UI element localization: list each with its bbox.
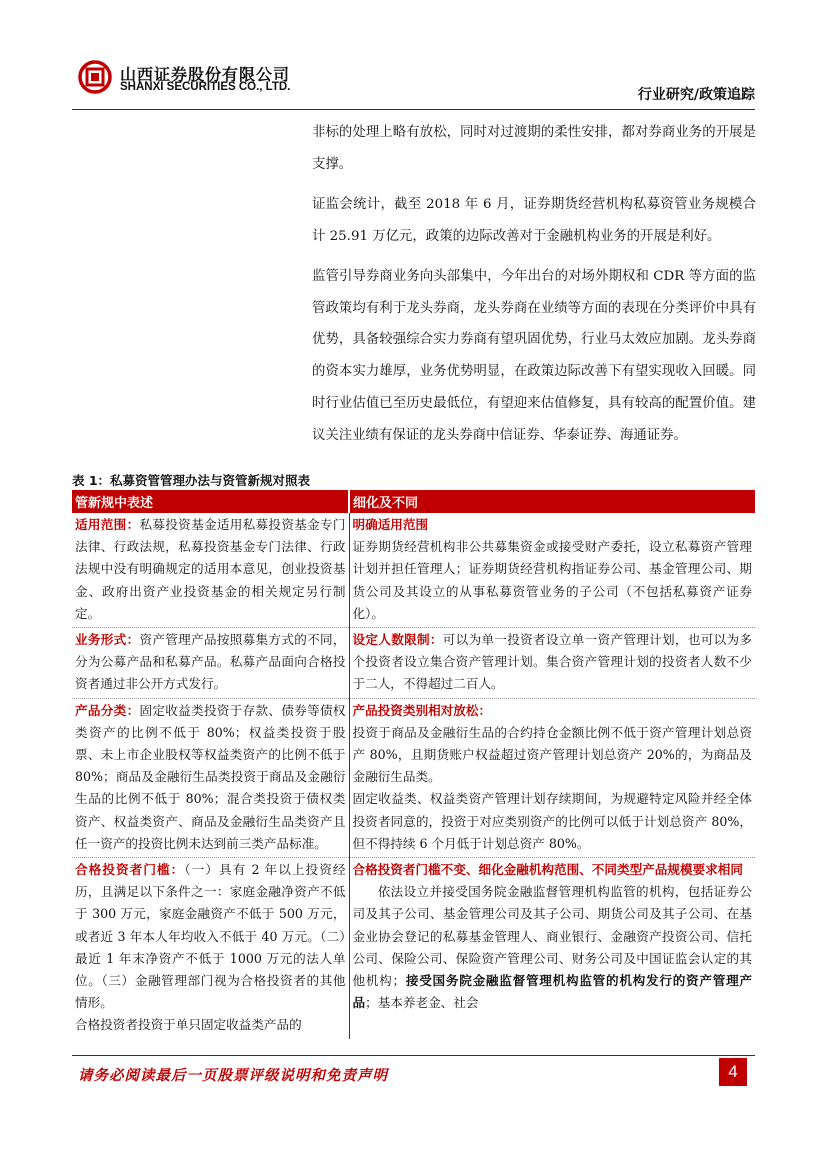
table-header-right: 细化及不同 bbox=[349, 490, 755, 513]
row-text: 固定收益类投资于存款、债券等债权类资产的比例不低于 80%；权益类投资于股票、未上市企业股权等权益类资产的比例不低于 80%；商品及金融衍生品类投资于商品及金融衍生品的比例不低于 80%；混合类投资于债权类资产、权益类资产、商品及金融衍生品类资产且任一资产的投资比例未达到前三类产品标准。 bbox=[75, 702, 346, 851]
table-cell-left bbox=[72, 628, 349, 699]
row-text-part: ；基本养老金、社会 bbox=[365, 995, 479, 1011]
page-number: 4 bbox=[719, 1058, 747, 1086]
table-caption: 表 1：私募资管管理办法与资管新规对照表 bbox=[72, 473, 311, 488]
table-header-row bbox=[72, 490, 755, 513]
row-label: 产品投资类别相对放松： bbox=[352, 702, 492, 718]
table-cell-right bbox=[349, 513, 755, 628]
table-cell-left bbox=[72, 698, 349, 857]
row-text: 合格投资者投资于单只固定收益类产品的 bbox=[75, 1017, 302, 1033]
table-row bbox=[72, 628, 755, 699]
report-section-label: 行业研究/政策追踪 bbox=[637, 87, 755, 103]
body-text bbox=[312, 117, 756, 460]
paragraph: 监管引导券商业务向头部集中，今年出台的对场外期权和 CDR 等方面的监管政策均有利于龙头券商，龙头券商在业绩等方面的表现在分类评价中具有优势，具备较强综合实力券商有望巩固优势，行业马太效应加剧。龙头券商的资本实力雄厚，业务优势明显，在政策边际改善下有望实现收入回暖。同时行业估值已至历史最低位，有望迎来估值修复，具有较高的配置价值。建议关注业绩有保证的龙头券商中信证券、华泰证券、海通证券。 bbox=[312, 268, 756, 444]
row-label: 明确适用范围 bbox=[352, 517, 429, 532]
row-text: 固定收益类、权益类资产管理计划存续期间，为规避特定风险并经全体投资者同意的，投资于对应类别资产的比例可以低于计划总资产 80%，但不得持续 6 个月低于计划总资产 80%。 bbox=[352, 791, 752, 851]
table-row bbox=[72, 513, 755, 628]
company-name-cn: 山西证券股份有限公司 bbox=[120, 65, 291, 84]
row-text-bold: 接受国务院金融监督管理机构监管的机构发行的资产管理产品 bbox=[352, 973, 753, 1011]
row-label: 设定人数限制： bbox=[352, 632, 443, 648]
table-row bbox=[72, 858, 755, 1039]
row-label: 合格投资者门槛： bbox=[75, 862, 185, 878]
row-label: 业务形式： bbox=[75, 632, 140, 648]
row-text: 投资于商品及金融衍生品的合约持仓金额比例不低于资产管理计划总资产 80%，且期货账户权益超过资产管理计划总资产 20%的，为商品及金融衍生品类。 bbox=[352, 724, 752, 785]
row-text: 资产管理产品按照募集方式的不同，分为公募产品和私募产品。私募产品面向合格投资者通过非公开方式发行。 bbox=[75, 632, 346, 692]
header-divider bbox=[72, 109, 755, 110]
table-cell-left bbox=[72, 858, 349, 1039]
paragraph: 证监会统计，截至 2018 年 6 月，证券期货经营机构私募资管业务规模合计 25.91 万亿元，政策的边际改善对于金融机构业务的开展是利好。 bbox=[312, 196, 756, 244]
table-cell-right bbox=[349, 698, 755, 857]
row-text bbox=[353, 881, 753, 1014]
company-logo-icon bbox=[78, 60, 112, 94]
row-text: 证券期货经营机构非公共募集资金或接受财产委托，设立私募资产管理计划并担任管理人；证券期货经营机构指证券公司、基金管理公司、期货公司及其设立的从事私募资管业务的子公司（不包括私募资产证券化）。 bbox=[352, 539, 752, 621]
row-label: 合格投资者门槛不变、细化金融机构范围、不同类型产品规模要求相同 bbox=[352, 862, 743, 878]
row-label: 产品分类： bbox=[75, 702, 140, 718]
company-name-en: SHANXI SECURITIES CO., LTD. bbox=[120, 81, 291, 93]
row-text: 私募投资基金适用私募投资基金专门法律、行政法规，私募投资基金专门法律、行政法规中没有明确规定的适用本意见，创业投资基金、政府出资产业投资基金的相关规定另行制定。 bbox=[75, 517, 346, 621]
comparison-table bbox=[72, 490, 755, 1039]
footer-divider bbox=[72, 1055, 755, 1056]
table-cell-right bbox=[349, 858, 755, 1039]
row-label: 适用范围： bbox=[75, 517, 140, 532]
row-text-part: 依法设立并接受国务院金融监督管理机构监管的机构，包括证券公司及其子公司、基金管理公司及其子公司、期货公司及其子公司、在基金业协会登记的私募基金管理人、商业银行、金融资产投资公司、信托公司、保险公司、保险资产管理公司、财务公司及中国证监会认定的其他机构； bbox=[352, 884, 752, 989]
table-row bbox=[72, 698, 755, 857]
footer-disclaimer: 请务必阅读最后一页股票评级说明和免责声明 bbox=[78, 1068, 388, 1084]
table-header-left: 管新规中表述 bbox=[72, 490, 349, 513]
table-cell-left bbox=[72, 513, 349, 628]
table-cell-right bbox=[349, 628, 755, 699]
paragraph: 非标的处理上略有放松，同时对过渡期的柔性安排，都对券商业务的开展是支撑。 bbox=[312, 125, 756, 172]
row-text: 可以为单一投资者设立单一资产管理计划，也可以为多个投资者设立集合资产管理计划。集合资产管理计划的投资者人数不少于二人，不得超过二百人。 bbox=[352, 632, 753, 692]
row-text: （一）具有 2 年以上投资经历，且满足以下条件之一：家庭金融净资产不低于 300 万元，家庭金融资产不低于 500 万元，或者近 3 年本人年均收入不低于 40 万元。（二）最近 1 年末净资产不低于 1000 万元的法人单位。（三）金融管理部门视为合格投资者的其他情形。 bbox=[75, 862, 346, 1011]
